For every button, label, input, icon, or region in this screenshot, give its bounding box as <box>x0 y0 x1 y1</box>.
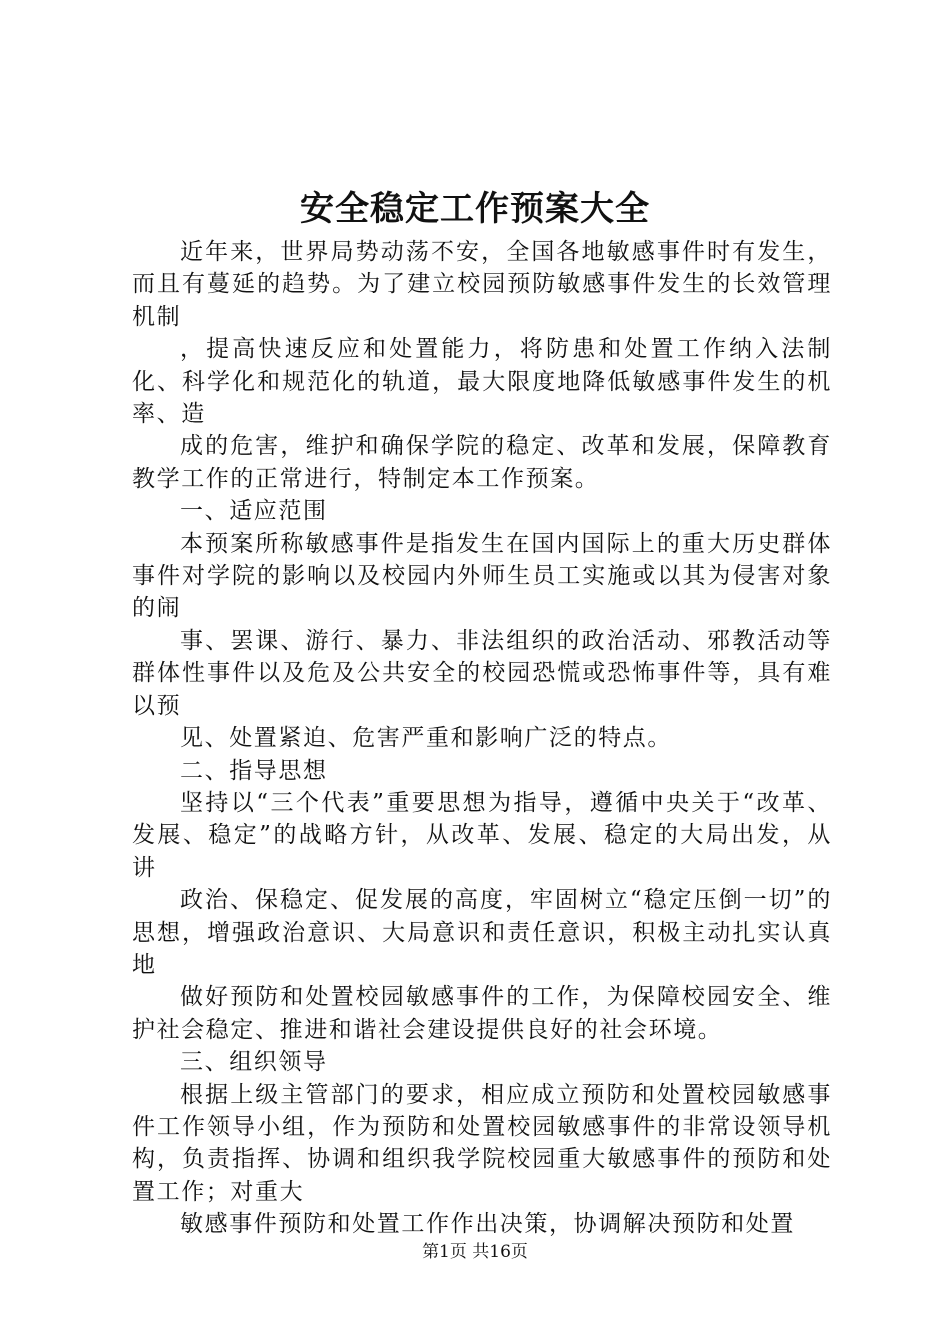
section-heading: 一、适应范围 <box>180 498 328 525</box>
document-body <box>132 236 832 1241</box>
paragraph: 本预案所称敏感事件是指发生在国内国际上的重大历史群体事件对学院的影响以及校园内外师生员工实施或以其为侵害对象的闹 <box>132 530 832 622</box>
section-heading: 二、指导思想 <box>180 757 328 784</box>
paragraph: 见、处置紧迫、危害严重和影响广泛的特点。 <box>180 725 672 752</box>
paragraph: 根据上级主管部门的要求，相应成立预防和处置校园敏感事件工作领导小组，作为预防和处置校园敏感事件的非常设领导机构，负责指挥、协调和组织我学院校园重大敏感事件的预防和处置工作；对重大 <box>132 1081 832 1205</box>
paragraph: ，提高快速反应和处置能力，将防患和处置工作纳入法制化、科学化和规范化的轨道，最大限度地降低敏感事件发生的机率、造 <box>132 336 832 428</box>
paragraph: 政治、保稳定、促发展的高度，牢固树立“稳定压倒一切”的思想，增强政治意识、大局意识和责任意识，积极主动扎实认真地 <box>132 887 832 978</box>
section-heading: 三、组织领导 <box>180 1049 328 1076</box>
paragraph: 成的危害，维护和确保学院的稳定、改革和发展，保障教育教学工作的正常进行，特制定本工作预案。 <box>132 433 832 492</box>
paragraph: 敏感事件预防和处置工作作出决策，协调解决预防和处置 <box>180 1211 795 1238</box>
document-title: 安全稳定工作预案大全 <box>300 189 650 229</box>
paragraph: 做好预防和处置校园敏感事件的工作，为保障校园安全、维护社会稳定、推进和谐社会建设提供良好的社会环境。 <box>132 984 832 1043</box>
paragraph: 近年来，世界局势动荡不安，全国各地敏感事件时有发生，而且有蔓延的趋势。为了建立校园预防敏感事件发生的长效管理机制 <box>132 239 832 330</box>
paragraph: 坚持以“三个代表”重要思想为指导，遵循中央关于“改革、发展、稳定”的战略方针，从改革、发展、稳定的大局出发，从讲 <box>132 789 832 881</box>
page-footer: 第1页 共16页 <box>422 1242 528 1262</box>
paragraph: 事、罢课、游行、暴力、非法组织的政治活动、邪教活动等群体性事件以及危及公共安全的校园恐慌或恐怖事件等，具有难以预 <box>132 627 832 719</box>
